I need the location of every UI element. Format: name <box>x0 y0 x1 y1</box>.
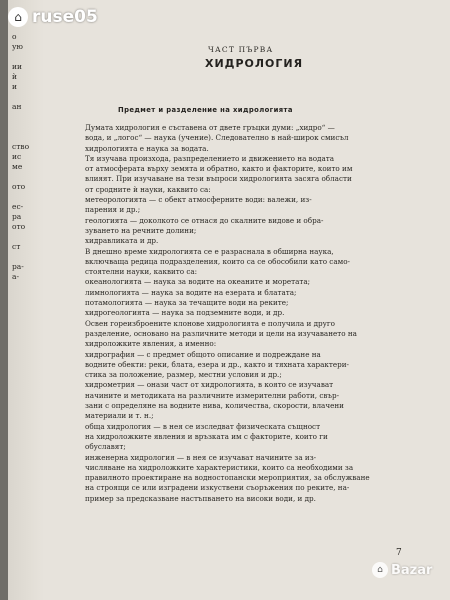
gutter-fragment <box>12 52 38 62</box>
watermark-top <box>8 7 98 27</box>
gutter-fragment <box>12 132 38 142</box>
body-line: потамологията — наука за течащите води на реките; <box>85 298 289 308</box>
gutter-fragment: ство <box>12 142 30 151</box>
body-line: обща хидрология — в нея се изследват физическата същност <box>85 421 321 431</box>
body-line: на хидроложките явления и връзката им с факторите, които ги <box>85 431 328 441</box>
body-line: зуването на речните долини; <box>85 225 197 235</box>
body-line: вода, и „логос“ — наука (учение). Следователно в най-широк смисъл <box>85 133 349 143</box>
gutter-fragment <box>12 252 38 262</box>
gutter-fragment: ес- <box>12 202 24 211</box>
body-line: метеорологията — с обект атмосферните води: валежи, из- <box>85 195 312 205</box>
body-line: разделение, основано на различните методи и цели на изучаването на <box>85 328 357 338</box>
gutter-fragment: ото <box>12 222 26 231</box>
gutter-text <box>12 32 38 282</box>
body-line: стоятелни науки, каквито са: <box>85 267 198 277</box>
book-page <box>8 0 450 600</box>
body-line: хидроложките явления, а именно: <box>85 339 217 349</box>
body-text <box>85 123 405 504</box>
gutter-fragment: ѝ <box>12 72 17 81</box>
part-label: ЧАСТ ПЪРВА <box>208 45 274 54</box>
body-line: инженерна хидрология — в нея се изучават начините за из- <box>85 452 317 462</box>
body-line: хидрометрия — онази част от хидрологията, в която се изучават <box>85 380 334 390</box>
watermark-bottom <box>372 562 432 578</box>
body-line: правилното проектиране на водностопански мероприятия, за обслужване <box>85 473 370 483</box>
gutter-fragment <box>12 122 38 132</box>
body-line: водните обекти: реки, блата, езера и др., както и тяхната характери- <box>85 359 349 369</box>
gutter-fragment: ст <box>12 242 21 251</box>
page-number: 7 <box>396 548 402 558</box>
body-line: хидрогеологията — наука за подземните води, и др. <box>85 308 285 318</box>
gutter-fragment: ис <box>12 152 22 161</box>
watermark-top-text: ruse05 <box>32 7 98 27</box>
body-line: хидрография — с предмет общото описание и подреждане на <box>85 349 321 359</box>
body-line: на строящи се или изградени изкуствени съоръжения по реките, на- <box>85 483 350 493</box>
gutter-fragment: ую <box>12 42 23 51</box>
body-line: материали и т. н.; <box>85 411 154 421</box>
left-gutter <box>8 0 44 600</box>
gutter-fragment <box>12 92 38 102</box>
gutter-fragment: ан <box>12 102 22 111</box>
section-heading: Предмет и разделение на хидрологията <box>118 106 293 114</box>
gutter-fragment <box>12 172 38 182</box>
body-line: обуславят; <box>85 442 126 452</box>
gutter-fragment <box>12 232 38 242</box>
gutter-fragment <box>12 192 38 202</box>
gutter-fragment: ии <box>12 62 22 71</box>
body-line: включваща редица подразделения, които са се обособили като само- <box>85 256 350 266</box>
body-line: Освен гореизброените клонове хидрологията е получила и друго <box>85 318 335 328</box>
gutter-fragment: ра <box>12 212 22 221</box>
body-line: стика за положение, размер, местни условия и др.; <box>85 370 282 380</box>
chapter-title: ХИДРОЛОГИЯ <box>205 57 304 70</box>
body-line: В днешно време хидрологията се е разраснала в обширна наука, <box>85 246 334 256</box>
body-line: числяване на хидроложките характеристики, които са необходими за <box>85 462 354 472</box>
body-line: влияят. При изучаване на тези въпроси хидрологията засяга области <box>85 174 352 184</box>
body-line: зани с определяне на водните нива, количества, скорости, влачени <box>85 401 344 411</box>
body-line: пример за предсказване настъпването на високи води, и др. <box>85 493 316 503</box>
body-line: парения и др.; <box>85 205 141 215</box>
body-line: океанологията — наука за водите на океаните и моретата; <box>85 277 311 287</box>
gutter-fragment: и <box>12 82 17 91</box>
body-line: Думата хидрология е съставена от двете гръцки думи: „хидро“ — <box>85 123 335 132</box>
body-line: Тя изучава произхода, разпределението и движението на водата <box>85 153 335 163</box>
gutter-fragment: ме <box>12 162 23 171</box>
gutter-fragment: а- <box>12 272 20 281</box>
body-line: геологията — доколкото се отнася до скалните видове и обра- <box>85 215 324 225</box>
watermark-bottom-text: Bazar <box>391 562 433 578</box>
body-line: от сродните ѝ науки, каквито са: <box>85 184 211 194</box>
body-line: начините и методиката на различните измерителни работи, свър- <box>85 390 340 400</box>
home-icon: ⌂ <box>372 562 388 578</box>
gutter-fragment: ото <box>12 182 26 191</box>
gutter-fragment: о <box>12 32 17 41</box>
gutter-fragment <box>12 112 38 122</box>
home-icon: ⌂ <box>8 7 28 27</box>
body-line: хидрологията е наука за водата. <box>85 143 209 153</box>
gutter-fragment: ра- <box>12 262 24 271</box>
body-line: хидравликата и др. <box>85 236 159 246</box>
body-line: от атмосферата върху земята и обратно, както и факторите, които им <box>85 164 353 174</box>
body-line: лимнологията — наука за водите на езерата и блатата; <box>85 287 297 297</box>
